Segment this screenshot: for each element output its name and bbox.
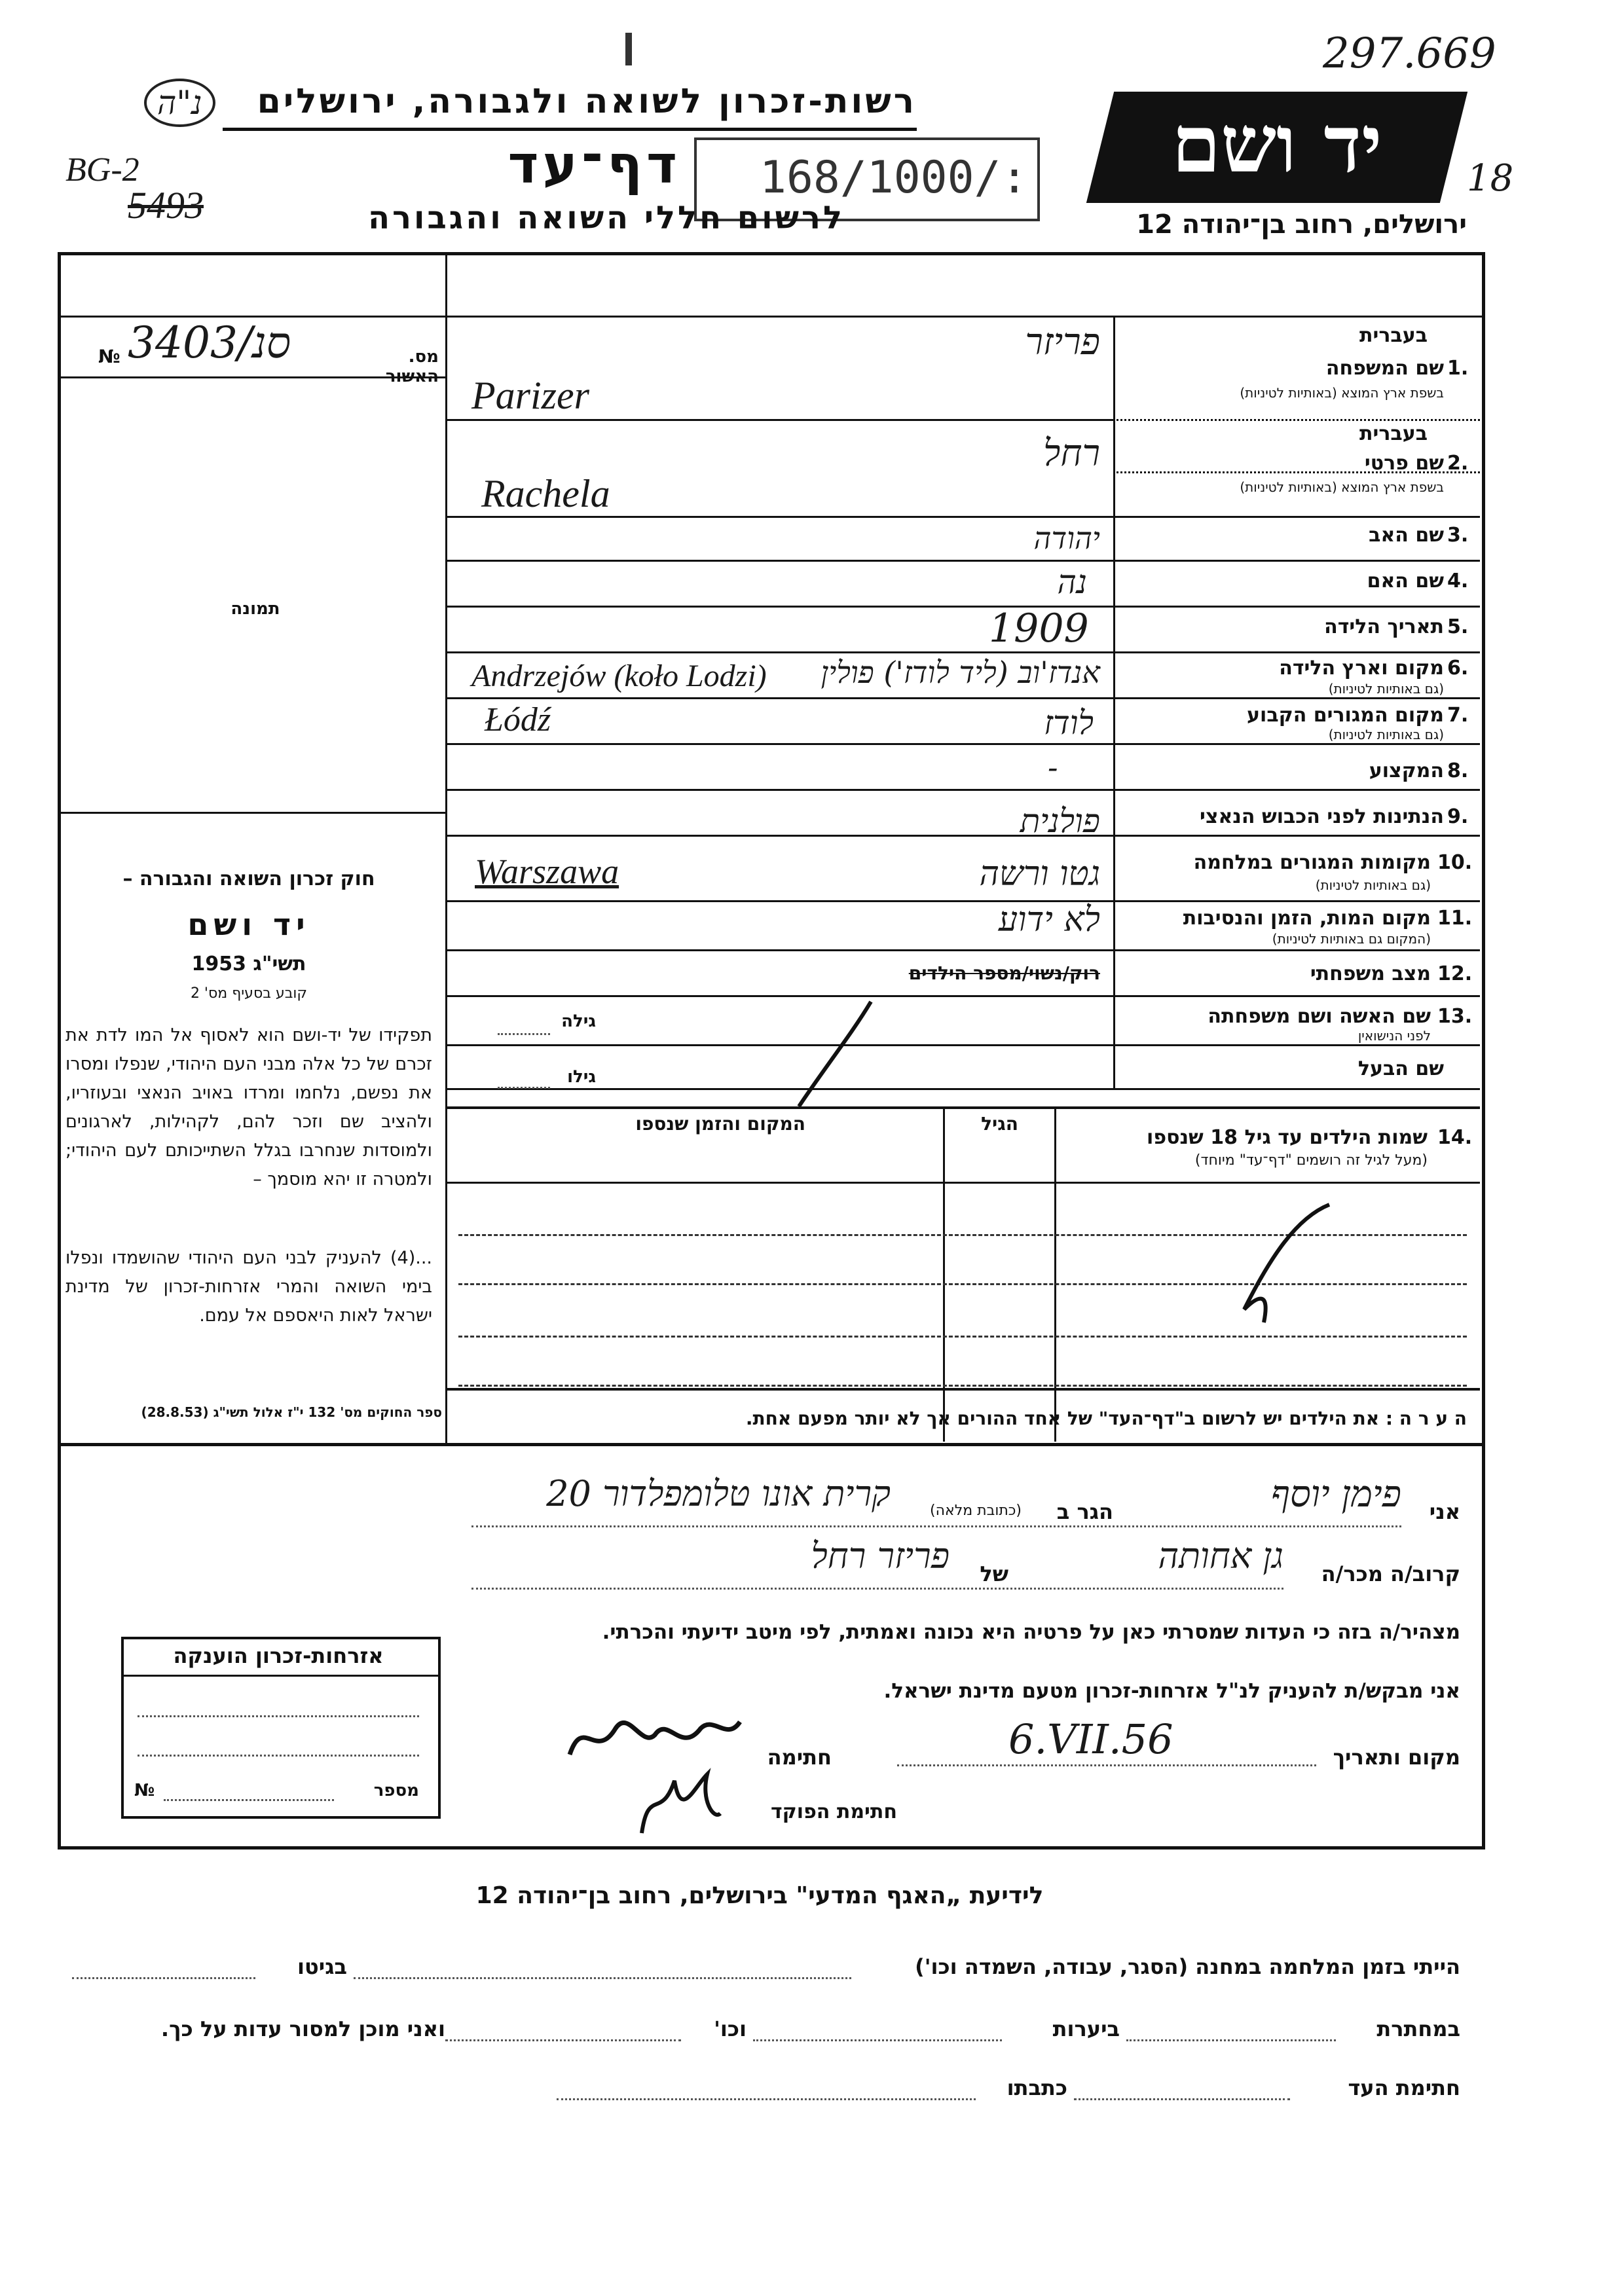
field-1-label: שם המשפחה bbox=[1325, 357, 1444, 380]
handwritten-mark: נ"ה bbox=[144, 79, 215, 127]
authority-underline bbox=[223, 128, 917, 131]
citizenship-line-2 bbox=[138, 1755, 419, 1757]
margin-number: 18 bbox=[1467, 157, 1514, 200]
field-4-label: שם האם bbox=[1367, 570, 1444, 592]
footer-line2-dots1 bbox=[1126, 2039, 1336, 2041]
law-text-2: ...(4) להעניק לבני העם היהודי שהושמדו ונפלו בימי השואה והמרי אזרחות-זכרון של מדינת ישראל לאות היאספם אל עמם. bbox=[65, 1248, 432, 1326]
declarant-i-label: אני bbox=[1429, 1499, 1460, 1524]
field-6-note: (גם באותיות לטיניות) bbox=[1328, 681, 1444, 697]
row-line-3 bbox=[445, 560, 1480, 562]
officer-signature bbox=[629, 1761, 727, 1846]
row-line-6 bbox=[445, 697, 1480, 699]
field-10-note: (גם באותיות לטיניות) bbox=[1315, 877, 1431, 893]
left-column-divider bbox=[445, 316, 447, 1443]
footer-line3-dots2 bbox=[557, 2098, 976, 2100]
field-5-value-he: 1909 bbox=[989, 606, 1089, 651]
place-date-label: מקום ותאריך bbox=[1333, 1745, 1460, 1770]
footer-line3-a: חתימת העד bbox=[1348, 2075, 1460, 2100]
row-line-husband bbox=[445, 1088, 1480, 1090]
authority-title: רשות-זכרון לשואה ולגבורה, ירושלים bbox=[257, 82, 917, 121]
footer-line2-b: ביערות bbox=[1052, 2016, 1120, 2041]
handwritten-ref: BG-2 bbox=[65, 151, 139, 189]
husband-age-line bbox=[498, 1087, 550, 1089]
field-11-label: מקום המות, הזמן והנסיבות bbox=[1183, 907, 1431, 930]
field-3-number: 3. bbox=[1447, 524, 1469, 547]
photo-label: תמונה bbox=[231, 599, 280, 619]
field-12-label: מצב משפחתי bbox=[1310, 962, 1431, 985]
field-1-value-lat: Parizer bbox=[471, 374, 589, 417]
approval-label: מס. האשור bbox=[385, 347, 439, 386]
declarant-declaration: מצהיר/ה בזה כי העדות שמסרתי כאן על פרטיה היא נכונה ואמתית, לפי מיטב ידיעתי והכרתי. bbox=[602, 1620, 1460, 1644]
row-line-1b bbox=[1113, 419, 1480, 421]
field-3-value-he: יהודה bbox=[1033, 520, 1100, 556]
footer-line2-dots2 bbox=[753, 2039, 1002, 2041]
children-row-4 bbox=[458, 1385, 1467, 1387]
citizenship-title-line bbox=[121, 1675, 438, 1677]
declarant-request: אני מבקש/ת להעניק לנ"ל אזרחות-זכרון מטעם מדינת ישראל. bbox=[883, 1679, 1460, 1703]
field-13-note: לפני הנישואין bbox=[1357, 1028, 1431, 1044]
archive-number: 297.669 bbox=[1323, 29, 1496, 78]
citizenship-title: אזרחות-זכרון הוענקה bbox=[173, 1643, 384, 1668]
declarant-of-label: של bbox=[980, 1561, 1008, 1586]
field-2-value-lat: Rachela bbox=[481, 472, 610, 515]
field-1-number: 1. bbox=[1447, 357, 1469, 380]
field-10-value-he: גטו ורשה bbox=[979, 854, 1100, 894]
law-text-1: תפקידו של יד-ושם הוא לאסוף אל המו לדת את זכרם של כל אלה מבני העם היהודי, שנפלו ומסרו את נפשם, נלחמו ומרדו באויב הנאצי ובעוזריו, ולהציב שם וזכר להם, לקהילות, לארגונים ולמוסדות שנחרבו בגלל השתייכותם לעם היהודי; ולמטרה זו יהא מוסמך – bbox=[65, 1025, 432, 1190]
husband-age-label: גילו bbox=[567, 1067, 596, 1087]
field-4-value-he: נה bbox=[1057, 563, 1087, 601]
footer-line2-d: ואני מוכן למסור עדות על כך. bbox=[160, 2016, 445, 2041]
field-9-value-he: פולנית bbox=[1020, 802, 1100, 840]
field-8-number: 8. bbox=[1447, 759, 1469, 782]
field-6-value-he: אנדז'וב (ליד לודז') פולין bbox=[821, 655, 1100, 690]
field-8-value-he: - bbox=[1048, 750, 1058, 785]
field-10-value-lat: Warszawa bbox=[475, 852, 619, 891]
field-6-value-lat: Andrzejów (koło Lodzi) bbox=[471, 659, 767, 693]
footer-line3-dots1 bbox=[1074, 2098, 1290, 2100]
field-12-number: 12. bbox=[1437, 962, 1473, 985]
field-2-value-he: רחל bbox=[1043, 432, 1100, 475]
law-title: חוק זכרון השואה והגבורה – bbox=[122, 867, 375, 890]
law-year: תשי"ג 1953 bbox=[191, 953, 306, 975]
field-1-top-note: בעברית bbox=[1359, 324, 1428, 347]
row-line-11 bbox=[445, 949, 1480, 951]
children-col-age: הגיל bbox=[981, 1113, 1018, 1135]
row-line-7 bbox=[445, 743, 1480, 745]
declarant-address: קרית אונו טלומפלדור 20 bbox=[546, 1473, 891, 1514]
children-col-divider-2 bbox=[1054, 1106, 1056, 1442]
logo-text: יד ושם bbox=[1172, 98, 1382, 191]
law-clause: קובע בסעיף מס' 2 bbox=[190, 985, 308, 1002]
children-label: שמות הילדים עד גיל 18 שנספו bbox=[1147, 1126, 1428, 1149]
field-2-number: 2. bbox=[1447, 452, 1469, 475]
note-bottom-line bbox=[58, 1443, 1482, 1446]
note-top-line bbox=[445, 1388, 1480, 1391]
children-header-line bbox=[445, 1106, 1480, 1109]
field-10-label: מקומות המגורים במלחמה bbox=[1193, 851, 1431, 874]
husband-label: שם הבעל bbox=[1357, 1057, 1444, 1080]
citizenship-line-1 bbox=[138, 1715, 419, 1717]
field-1-value-he: פריזר bbox=[1025, 321, 1100, 363]
declarant-date: 6.VII.56 bbox=[1008, 1715, 1173, 1763]
approval-suffix: № bbox=[98, 346, 120, 367]
field-11-number: 11. bbox=[1437, 907, 1473, 930]
field-6-label: מקום וארץ הלידה bbox=[1279, 657, 1444, 680]
row-line-8 bbox=[445, 789, 1480, 791]
field-10-number: 10. bbox=[1437, 851, 1473, 874]
row-line-9 bbox=[445, 835, 1480, 837]
approval-line bbox=[58, 376, 445, 378]
staple-mark bbox=[625, 33, 632, 65]
field-13-age-label: גילה bbox=[561, 1011, 596, 1031]
row-line-5 bbox=[445, 651, 1480, 653]
field-6-number: 6. bbox=[1447, 657, 1469, 680]
note-line: ה ע ר ה : את הילדים יש לרשום ב"דף־העד" של אחד ההורים אך לא יותר מפעם אחת. bbox=[745, 1408, 1467, 1429]
field-7-label: מקום המגורים הקבוע bbox=[1247, 704, 1444, 727]
children-number: 14. bbox=[1437, 1126, 1473, 1149]
form-title: דף־עד bbox=[507, 134, 681, 195]
footer-line2-a: במחתרת bbox=[1376, 2016, 1460, 2041]
field-11-note: (המקום גם באותיות לטיניות) bbox=[1272, 931, 1431, 947]
row-line-1a bbox=[445, 419, 1113, 421]
stamp-number: 168/1000/: bbox=[760, 152, 1028, 204]
law-name: יד ושם bbox=[187, 907, 310, 942]
field-13-number: 13. bbox=[1437, 1005, 1473, 1028]
field-1-note: בשפת ארץ המוצא (באותיות לטיניות) bbox=[1240, 385, 1444, 401]
field-2-note: בשפת ארץ המוצא (באותיות לטיניות) bbox=[1240, 479, 1444, 495]
citizenship-suffix: № bbox=[134, 1781, 155, 1800]
declarant-of-name: פריזר רחל bbox=[811, 1535, 950, 1576]
row-line-4 bbox=[445, 606, 1480, 608]
footer-line1-dots bbox=[354, 1977, 851, 1979]
address: ירושלים, רחוב בן־יהודה 12 bbox=[1136, 210, 1467, 240]
children-row-3 bbox=[458, 1336, 1467, 1338]
children-col-place: המקום והזמן שנספו bbox=[635, 1113, 805, 1135]
footer-line2-dots3 bbox=[445, 2039, 681, 2041]
top-strip-divider bbox=[445, 254, 447, 316]
place-date-line bbox=[897, 1764, 1316, 1766]
footer-line3-b: כתבתו bbox=[1006, 2075, 1067, 2100]
field-7-note: (גם באותיות לטיניות) bbox=[1328, 727, 1444, 742]
children-sub-line bbox=[445, 1182, 1480, 1184]
field-4-number: 4. bbox=[1447, 570, 1469, 592]
field-2-top-note: בעברית bbox=[1359, 422, 1428, 445]
declarant-lives-label: הגר ב bbox=[1056, 1499, 1113, 1524]
declarant-name-line bbox=[471, 1525, 1401, 1527]
declarant-relation-label: קרוב/ה מכר/ה bbox=[1321, 1561, 1460, 1586]
declarant-address-note: (כתובת מלאה) bbox=[930, 1503, 1022, 1519]
approval-value: 3403/סנ bbox=[128, 318, 291, 368]
footer-line2-c: וכו' bbox=[714, 2016, 747, 2041]
field-12-options: רוק/נשוי/מספר הילדים bbox=[908, 962, 1100, 984]
declarant-relation: גן אחותה bbox=[1158, 1535, 1283, 1576]
citizenship-number-label: מספר bbox=[373, 1781, 419, 1800]
law-footer: ספר החוקים מס' 132 י"ז אלול תשי"ג (28.8.53) bbox=[141, 1404, 442, 1420]
footer-line1-a: הייתי בזמן המלחמה במחנה (הסגר, עבודה, השמדה וכו') bbox=[915, 1954, 1460, 1979]
footer-heading: לידיעת „האגף המדעי" בירושלים, רחוב בן־יהודה 12 bbox=[475, 1882, 1044, 1909]
field-13-age-line bbox=[498, 1033, 550, 1035]
declarant-relation-line bbox=[471, 1588, 1283, 1590]
field-2-label: שם פרטי bbox=[1364, 452, 1444, 475]
citizenship-number-line bbox=[164, 1799, 334, 1801]
field-3-label: שם האב bbox=[1369, 524, 1444, 547]
row-line-13 bbox=[445, 1044, 1480, 1046]
field-5-number: 5. bbox=[1447, 615, 1469, 638]
field-5-label: תאריך הלידה bbox=[1324, 615, 1444, 638]
children-col-divider-1 bbox=[943, 1106, 945, 1442]
field-7-value-lat: Łódź bbox=[485, 701, 551, 738]
field-7-value-he: לודז bbox=[1044, 704, 1094, 742]
form-subtitle: לרשום חללי השואה והגבורה bbox=[368, 200, 845, 236]
field-11-value-he: לא ידוע bbox=[998, 900, 1100, 939]
declarant-name: פימן יוסף bbox=[1270, 1473, 1401, 1516]
officer-label: חתימת הפוקד bbox=[771, 1800, 897, 1823]
row-line-10 bbox=[445, 900, 1480, 902]
children-strike-mark bbox=[1218, 1192, 1349, 1336]
footer-line1-dots2 bbox=[72, 1977, 255, 1979]
field-9-number: 9. bbox=[1447, 805, 1469, 828]
field-7-number: 7. bbox=[1447, 704, 1469, 727]
children-note: (מעל לגיל זה רושמים "דף־עד" מיוחד) bbox=[1194, 1152, 1428, 1169]
field-13-strike-mark bbox=[773, 995, 891, 1113]
field-8-label: המקצוע bbox=[1369, 759, 1444, 782]
handwritten-ref2: 5493 bbox=[128, 184, 204, 227]
photo-bottom-line bbox=[58, 812, 445, 814]
row-line-12 bbox=[445, 995, 1480, 997]
footer-line1-b: בגיטו bbox=[297, 1954, 347, 1979]
field-13-label: שם האשה ושם משפחתה bbox=[1208, 1005, 1431, 1028]
signature-label: חתימה bbox=[767, 1745, 832, 1770]
label-column-divider bbox=[1113, 316, 1115, 1088]
field-9-label: הנתינות לפני הכבוש הנאצי bbox=[1200, 805, 1444, 828]
